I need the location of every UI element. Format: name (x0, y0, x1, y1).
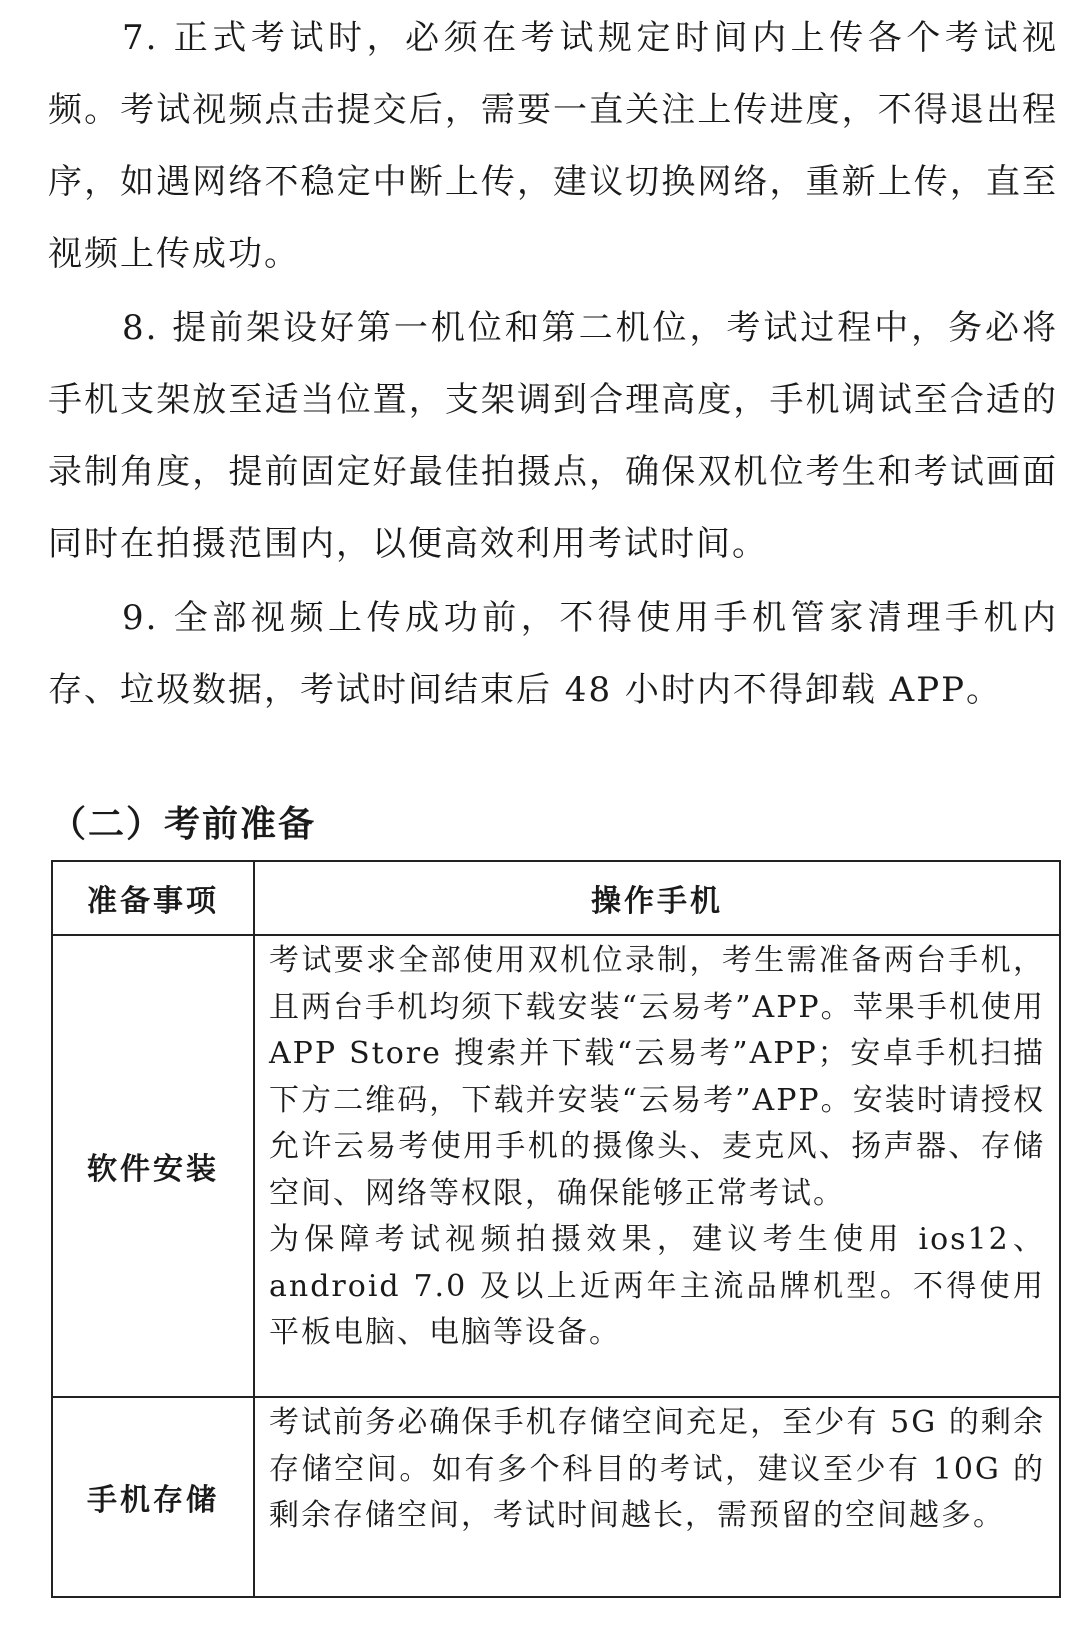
table-row-software-install (52, 935, 1060, 1397)
table-row-phone-storage (52, 1397, 1060, 1597)
content-paragraph: 考试要求全部使用双机位录制，考生需准备两台手机，且两台手机均须下载安装“云易考”APP。苹果手机使用 APP Store 搜索并下载“云易考”APP；安卓手机扫描下方二维码，下载并安装“云易考”APP。安装时请授权允许云易考使用手机的摄像头、麦克风、扬声器、存储空间、网络等权限，确保能够正常考试。 (269, 943, 1045, 1211)
paragraph-item-7: 7. 正式考试时，必须在考试规定时间内上传各个考试视频。考试视频点击提交后，需要一直关注上传进度，不得退出程序，如遇网络不稳定中断上传，建议切换网络，重新上传，直至视频上传成功。 (48, 18, 1058, 274)
preparation-table (51, 860, 1061, 1598)
table-header-row (52, 861, 1060, 935)
paragraph-item-8: 8. 提前架设好第一机位和第二机位，考试过程中，务必将手机支架放至适当位置，支架调到合理高度，手机调试至合适的录制角度，提前固定好最佳拍摄点，确保双机位考生和考试画面同时在拍摄范围内，以便高效利用考试时间。 (48, 308, 1058, 564)
row-label-phone-storage: 手机存储 (52, 1397, 254, 1597)
paragraph-item-9: 9. 全部视频上传成功前，不得使用手机管家清理手机内存、垃圾数据，考试时间结束后 48 小时内不得卸载 APP。 (48, 598, 1058, 710)
column-header-item: 准备事项 (52, 861, 254, 935)
column-header-operation: 操作手机 (254, 861, 1060, 935)
section-heading: （二）考前准备 (50, 804, 317, 845)
row-content-software-install (254, 935, 1060, 1397)
row-label-software-install: 软件安装 (52, 935, 254, 1397)
content-paragraph: 考试前务必确保手机存储空间充足，至少有 5G 的剩余存储空间。如有多个科目的考试，建议至少有 10G 的剩余存储空间，考试时间越长，需预留的空间越多。 (269, 1405, 1045, 1533)
content-paragraph: 为保障考试视频拍摄效果，建议考生使用 ios12、android 7.0 及以上近两年主流品牌机型。不得使用平板电脑、电脑等设备。 (269, 1222, 1045, 1350)
row-content-phone-storage (254, 1397, 1060, 1597)
